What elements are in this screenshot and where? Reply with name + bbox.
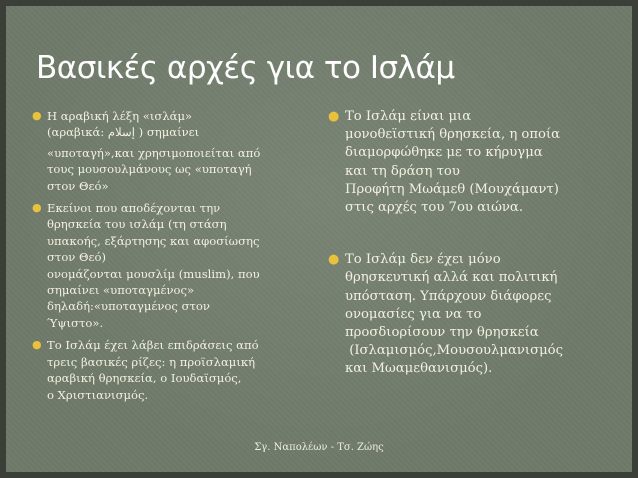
slide-footer: Σγ. Ναπολέων - Τσ. Ζώης	[254, 442, 384, 453]
bullet-line: Η αραβική λέξη «ισλάμ»	[47, 109, 193, 123]
right-text-column	[328, 108, 618, 385]
circle-bullet-icon: ●	[32, 109, 42, 122]
bullet-line: στον Θεό)	[47, 250, 107, 265]
bullet-line: αραβική θρησκεία, ο Ιουδαϊσμός,	[47, 371, 242, 386]
bullet-line: ο Χριστιανισμός.	[47, 387, 149, 402]
circle-bullet-icon: ●	[328, 109, 340, 124]
bullet-item	[328, 108, 618, 217]
bullet-line: Εκείνοι που αποδέχονται την	[47, 201, 221, 216]
bullet-item	[32, 108, 322, 194]
bullet-line: Ύψιστο».	[47, 315, 104, 330]
bullet-line: διαμορφώθηκε με το κήρυγμα	[345, 145, 543, 161]
bullet-line: στον Θεό»	[47, 178, 109, 193]
bullet-line: θρησκευτική αλλά και πολιτική	[345, 270, 558, 286]
bullet-line: τους μουσουλμάνους ως «υποταγή	[47, 162, 252, 177]
bullet-line: Το Ισλάμ δεν έχει μόνο	[345, 252, 501, 268]
bullet-line: Το Ισλάμ έχει λάβει επιδράσεις από	[47, 338, 259, 353]
bullet-line: θρησκεία του ισλάμ (τη στάση	[47, 217, 227, 232]
bullet-line: (αραβικά: إسلام ) σημαίνει	[47, 125, 200, 140]
bullet-line: «υποταγή»,και χρησιμοποιείται από	[47, 145, 261, 160]
bullet-line: Το Ισλάμ είναι μια	[345, 109, 472, 124]
bullet-line: και τη δράση του	[345, 163, 460, 179]
bullet-item	[328, 251, 618, 378]
bullet-line: και Μωαμεθανισμός).	[345, 361, 493, 377]
bullet-line: (Ισλαμισμός,Μουσουλμανισμός	[345, 343, 563, 359]
bullet-line: τρεις βασικές ρίζες: η προϊσλαμική	[47, 354, 256, 369]
circle-bullet-icon: ●	[32, 201, 42, 215]
slide-title: Βασικές αρχές για το Ισλάμ	[36, 50, 455, 86]
bullet-line: προσδιορίσουν την θρησκεία	[345, 325, 539, 341]
circle-bullet-icon: ●	[328, 252, 340, 268]
left-text-column	[32, 108, 322, 409]
bullet-line: ονομασίες για να το	[345, 306, 482, 322]
bullet-line: υπακοής, εξάρτησης και αφοσίωσης	[47, 233, 260, 248]
bullet-line: σημαίνει «υποταγμένος»	[47, 283, 195, 298]
bullet-line: υπόσταση. Υπάρχουν διάφορες	[345, 288, 552, 304]
bullet-line: Προφήτη Μωάμεθ (Μουχάμαντ)	[345, 181, 559, 197]
bullet-line: ονομάζονται μουσλίμ (muslim), που	[47, 266, 260, 281]
bullet-line: μονοθεϊστική θρησκεία, η οποία	[345, 127, 561, 143]
circle-bullet-icon: ●	[32, 338, 42, 352]
bullet-line: στις αρχές του 7ου αιώνα.	[345, 200, 524, 216]
bullet-item	[32, 337, 322, 403]
bullet-line: δηλαδή:«υποταγμένος στον	[47, 299, 210, 314]
bullet-item	[32, 200, 322, 331]
